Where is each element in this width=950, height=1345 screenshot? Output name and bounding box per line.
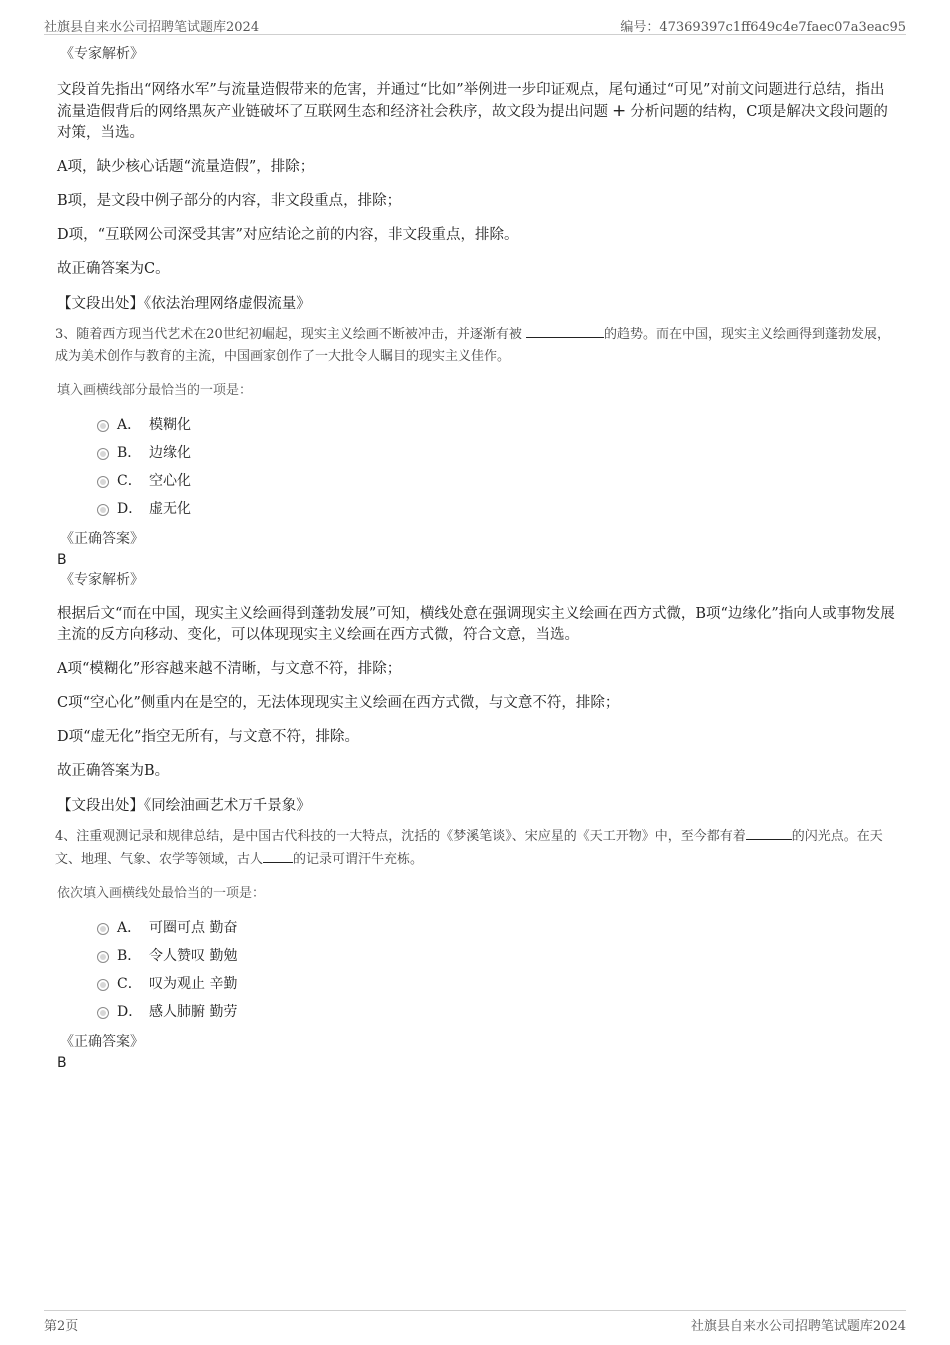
q2-option-d-note: D项，“互联网公司深受其害”对应结论之前的内容，非文段重点，排除。 [57,227,519,243]
q2-analysis-text-a: 文段首先指出“网络水军”与流量造假带来的危害，并通过“比如”举例进一步印证观点，尾句通过“可见”对前文问题进行总结，指出流量造假背后的网络黑灰产业链破坏了互联网生态和经济社会秩序，故文段为提出问题 [57,82,885,120]
q4-stem-text-a: 4、注重观测记录和规律总结，是中国古代科技的一大特点，沈括的《梦溪笔谈》、宋应星的《天工开物》中，至今都有着 [55,829,746,844]
q3-option-c-note: C项“空心化”侧重内在是空的，无法体现现实主义绘画在西方式微，与文意不符，排除； [57,695,620,711]
q4-answer-title: 《正确答案》 [60,1034,144,1050]
q4-answer: B [57,1055,67,1071]
footer-title: 社旗县自来水公司招聘笔试题库2024 [690,1319,906,1334]
q4-option-b-text: 令人赞叹 勤勉 [149,948,238,964]
radio-icon[interactable] [97,476,109,488]
radio-icon[interactable] [97,420,109,432]
q2-analysis-paragraph [57,80,897,144]
q3-stem [55,323,897,368]
q4-blank-2 [263,848,293,863]
page-header [44,14,906,35]
q3-option-d[interactable] [97,495,897,523]
q4-option-c[interactable] [97,970,897,998]
page-number: 第2页 [44,1319,79,1334]
q3-answer-title: 《正确答案》 [60,531,144,547]
q3-option-d-note: D项“虚无化”指空无所有，与文意不符，排除。 [57,729,359,745]
q4-option-a-text: 可圈可点 勤奋 [149,920,238,936]
q4-options [97,914,897,1026]
q3-option-b-text: 边缘化 [149,445,191,461]
q2-option-b-note: B项，是文段中例子部分的内容，非文段重点，排除； [57,193,402,209]
page-content [57,44,897,1073]
radio-icon[interactable] [97,1007,109,1019]
q2-analysis-text-b: 分析问题的结构，C项是解决文段问题的对策，当选。 [57,104,888,141]
q4-stem-text-b: 的闪光点。在天文、地理、气象、农学等领域，古人 [55,829,883,867]
q4-blank-1 [746,825,792,840]
q3-instruction: 填入画横线部分最恰当的一项是： [57,383,253,398]
q2-option-a-note: A项，缺少核心话题“流量造假”，排除； [57,159,315,175]
page-footer [44,1310,906,1335]
q3-option-a-note: A项“模糊化”形容越来越不清晰，与文意不符，排除； [57,661,402,677]
header-title: 社旗县自来水公司招聘笔试题库2024 [44,20,260,35]
q3-analysis-title: 《专家解析》 [60,572,144,588]
radio-icon[interactable] [97,979,109,991]
q3-option-d-label: D． [117,501,143,517]
q4-option-a[interactable] [97,914,897,942]
header-serial: 编号：47369397c1ff649c4e7faec07a3eac95 [620,20,906,35]
q4-stem [55,825,897,871]
radio-icon[interactable] [97,504,109,516]
q3-source: 【文段出处】《同绘油画艺术万千景象》 [57,798,311,814]
radio-icon[interactable] [97,923,109,935]
q4-option-d-label: D． [117,1004,143,1020]
q4-option-a-label: A． [117,920,142,936]
q2-conclusion: 故正确答案为C。 [57,261,170,277]
q2-source: 【文段出处】《依法治理网络虚假流量》 [57,296,311,312]
q3-answer: B [57,552,67,568]
q3-option-a-text: 模糊化 [149,417,191,433]
plus-icon: + [612,101,627,121]
q3-option-c-label: C． [117,473,142,489]
q4-option-b-label: B． [117,948,142,964]
q3-option-b-label: B． [117,445,142,461]
q4-instruction: 依次填入画横线处最恰当的一项是： [57,886,266,901]
q4-option-c-label: C． [117,976,142,992]
q4-option-c-text: 叹为观止 辛勤 [149,976,238,992]
q3-options [97,411,897,523]
q3-option-c-text: 空心化 [149,473,191,489]
q3-option-c[interactable] [97,467,897,495]
q3-blank [526,323,604,338]
q2-analysis-title: 《专家解析》 [60,46,144,62]
q3-conclusion: 故正确答案为B。 [57,763,170,779]
q3-stem-text-a: 3、随着西方现当代艺术在20世纪初崛起，现实主义绘画不断被冲击，并逐渐有被 [55,327,522,342]
q3-option-b[interactable] [97,439,897,467]
q4-option-d-text: 感人肺腑 勤劳 [149,1004,238,1020]
radio-icon[interactable] [97,448,109,460]
q3-option-a-label: A． [117,417,142,433]
q4-option-b[interactable] [97,942,897,970]
q3-stem-text-b: 的趋势。而在中国，现实主义绘画得到蓬勃发展，成为美术创作与教育的主流，中国画家创作了一大批令人瞩目的现实主义佳作。 [55,327,890,364]
q4-stem-text-c: 的记录可谓汗牛充栋。 [293,852,424,867]
q3-option-a[interactable] [97,411,897,439]
radio-icon[interactable] [97,951,109,963]
q3-option-d-text: 虚无化 [149,501,191,517]
q4-option-d[interactable] [97,998,897,1026]
q3-analysis-paragraph: 根据后文“而在中国，现实主义绘画得到蓬勃发展”可知，横线处意在强调现实主义绘画在西方式微，B项“边缘化”指向人或事物发展主流的反方向移动、变化，可以体现现实主义绘画在西方式微，符合文意，当选。 [57,606,895,643]
